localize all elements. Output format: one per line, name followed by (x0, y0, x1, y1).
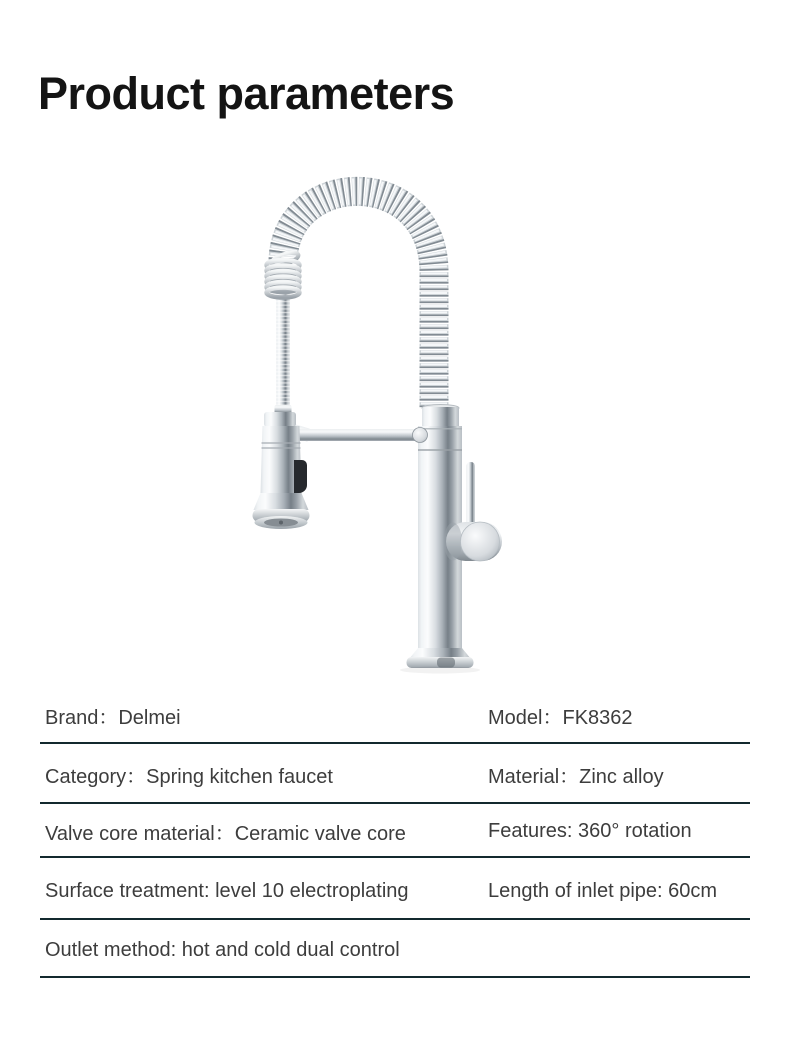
support-bar (284, 422, 427, 443)
spray-head (253, 405, 310, 529)
spec-inlet-pipe-length: Length of inlet pipe: 60cm (488, 880, 718, 902)
faucet-illustration (0, 160, 790, 690)
spec-model: Model：FK8362 (488, 706, 633, 729)
spec-row-surface-inletpipe (40, 858, 750, 920)
spec-row-outlet-method (40, 920, 750, 978)
spec-surface-treatment: Surface treatment: level 10 electroplating (45, 880, 409, 902)
spec-table (40, 688, 750, 978)
pulldown-hose (277, 286, 290, 414)
spray-trigger (294, 460, 307, 493)
page-title: Product parameters (38, 68, 455, 119)
spec-brand: Brand：Delmei (45, 706, 181, 729)
spec-category: Category：Spring kitchen faucet (45, 765, 333, 788)
spec-outlet-method: Outlet method: hot and cold dual control (45, 939, 400, 961)
spec-material: Material：Zinc alloy (488, 765, 664, 788)
spec-row-valvecore-features (40, 804, 750, 858)
spec-row-brand-model (40, 688, 750, 744)
spec-features: Features: 360° rotation (488, 820, 692, 842)
product-image (0, 160, 790, 690)
spec-valve-core: Valve core material：Ceramic valve core (45, 823, 406, 845)
spec-row-category-material (40, 744, 750, 804)
spring-coil (283, 191, 434, 408)
